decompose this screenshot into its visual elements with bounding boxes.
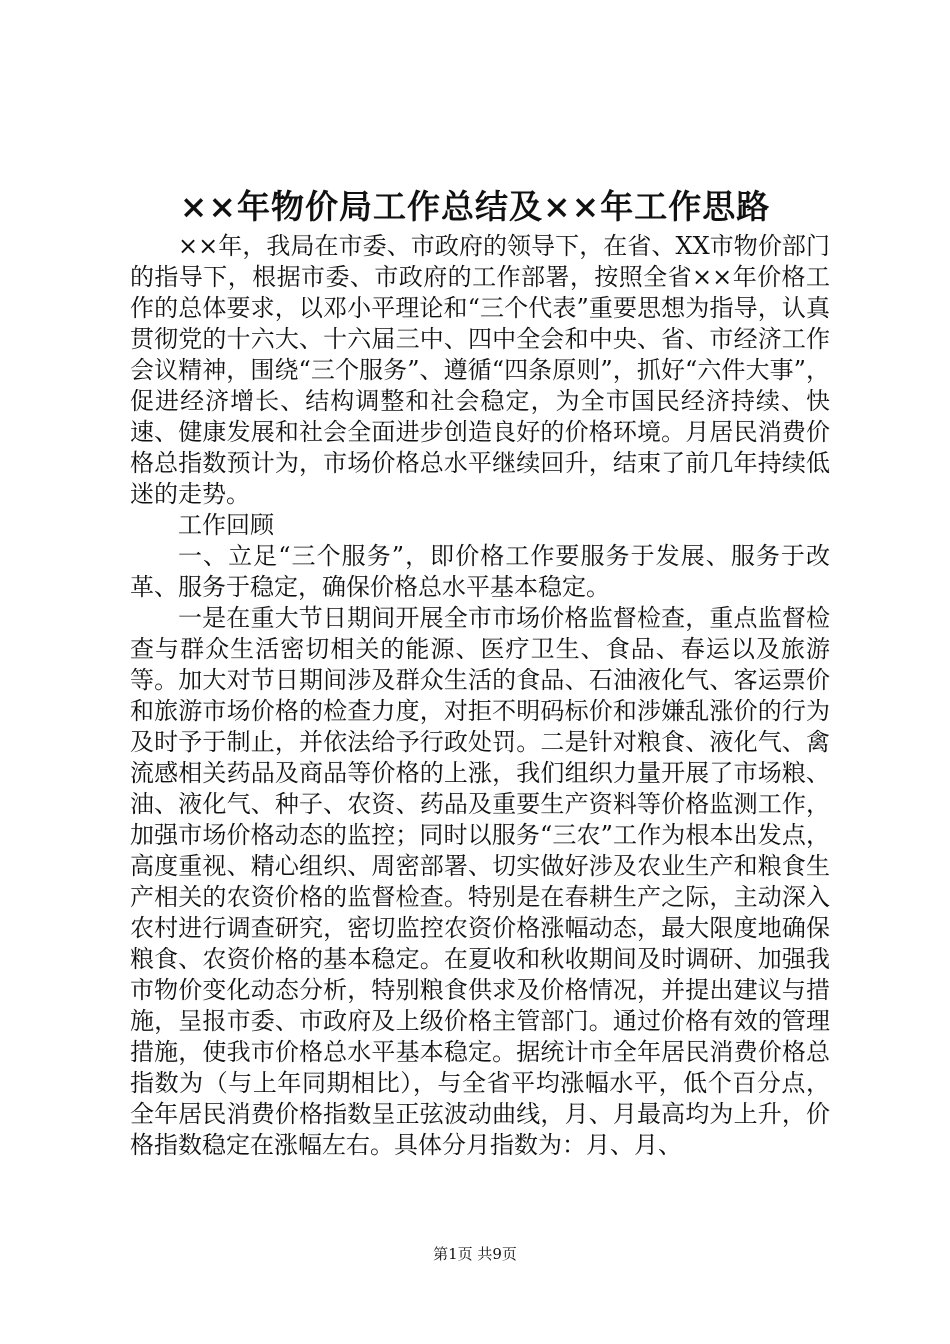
paragraph-intro: ××年，我局在市委、市政府的领导下，在省、XX市物价部门的指导下，根据市委、市政府的工作部署，按照全省××年价格工作的总体要求，以邓小平理论和“三个代表”重要思想为指导，认真贯彻党的十六大、十六届三中、四中全会和中央、省、市经济工作会议精神，围绕“三个服务”、遵循“四条原则”，抓好“六件大事”，促进经济增长、结构调整和社会稳定，为全市国民经济持续、快速、健康发展和社会全面进步创造良好的价格环境。月居民消费价格总指数预计为，市场价格总水平继续回升，结束了前几年持续低迷的走势。 — [130, 232, 830, 508]
paragraph-point-one: 一、立足“三个服务”，即价格工作要服务于发展、服务于改革、服务于稳定，确保价格总水平基本稳定。 — [130, 542, 830, 601]
document-body — [130, 231, 830, 1161]
page-footer: 第1页 共9页 — [433, 1245, 517, 1263]
paragraph-section-heading: 工作回顾 — [178, 511, 274, 539]
paragraph-details: 一是在重大节日期间开展全市市场价格监督检查，重点监督检查与群众生活密切相关的能源、医疗卫生、食品、春运以及旅游等。加大对节日期间涉及群众生活的食品、石油液化气、客运票价和旅游市场价格的检查力度，对拒不明码标价和涉嫌乱涨价的行为及时予于制止，并依法给予行政处罚。二是针对粮食、液化气、禽流感相关药品及商品等价格的上涨，我们组织力量开展了市场粮、油、液化气、种子、农资、药品及重要生产资料等价格监测工作，加强市场价格动态的监控；同时以服务“三农”工作为根本出发点，高度重视、精心组织、周密部署、切实做好涉及农业生产和粮食生产相关的农资价格的监督检查。特别是在春耕生产之际，主动深入农村进行调查研究，密切监控农资价格涨幅动态，最大限度地确保粮食、农资价格的基本稳定。在夏收和秋收期间及时调研、加强我市物价变化动态分析，特别粮食供求及价格情况，并提出建议与措施，呈报市委、市政府及上级价格主管部门。通过价格有效的管理措施，使我市价格总水平基本稳定。据统计市全年居民消费价格总指数为（与上年同期相比），与全省平均涨幅水平，低个百分点，全年居民消费价格指数呈正弦波动曲线，月、月最高均为上升，价格指数稳定在涨幅左右。具体分月指数为：月、月、 — [130, 604, 830, 1159]
document-title: ××年物价局工作总结及××年工作思路 — [179, 187, 771, 226]
